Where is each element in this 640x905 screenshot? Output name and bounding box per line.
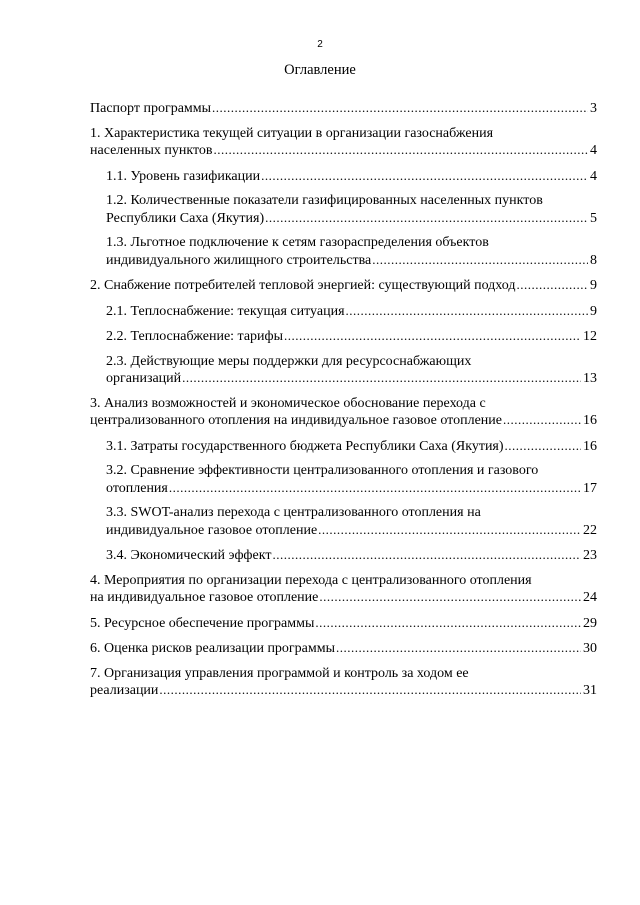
dot-leader	[319, 589, 581, 606]
toc-entry-title-line: 2.2. Теплоснабжение: тарифы	[106, 329, 284, 344]
toc-page-number: 8	[590, 252, 597, 268]
toc-entry[interactable]	[90, 354, 597, 388]
toc-page-number: 5	[590, 210, 597, 226]
toc-entry[interactable]	[90, 303, 597, 321]
toc-page-number: 16	[583, 413, 597, 428]
toc-entry-title-line: 2.1. Теплоснабжение: текущая ситуация	[106, 303, 345, 319]
toc-entry-title-line: 3. Анализ возможностей и экономическое обоснование перехода с	[90, 395, 486, 411]
toc-heading: Оглавление	[284, 62, 356, 78]
toc-entry[interactable]	[90, 438, 597, 456]
toc-entry[interactable]	[90, 547, 597, 565]
toc-page-number: 17	[583, 480, 597, 496]
toc-page-number: 22	[583, 522, 597, 538]
toc-entry-title-line: 2.3. Действующие меры поддержки для ресурсоснабжающих	[106, 353, 472, 369]
toc-entry-title-line: 3.1. Затраты государственного бюджета Республики Саха (Якутия)	[106, 438, 504, 454]
dot-leader	[261, 168, 588, 185]
toc-entry[interactable]	[90, 666, 597, 700]
toc-entry-title-line: 3.2. Сравнение эффективности централизованного отопления и газового	[106, 463, 539, 478]
dot-leader	[284, 328, 581, 345]
toc-entry[interactable]	[90, 505, 597, 539]
toc-entry[interactable]	[90, 463, 597, 497]
toc-entry-title-line: 3.4. Экономический эффект	[106, 548, 272, 563]
toc-page-number: 24	[583, 590, 597, 605]
toc-entry-title-line: реализации	[90, 683, 159, 698]
toc-entry[interactable]	[90, 277, 597, 295]
toc-entry-title-line: 5. Ресурсное обеспечение программы	[90, 615, 315, 631]
table-of-contents	[90, 100, 597, 708]
toc-entry[interactable]	[90, 615, 597, 633]
toc-entry-title-line: 1. Характеристика текущей ситуации в организации газоснабжения	[90, 125, 494, 141]
toc-page-number: 12	[583, 329, 597, 344]
toc-entry-title-line: централизованного отопления на индивидуальное газовое отопление	[90, 413, 503, 428]
toc-page-number: 9	[590, 303, 597, 319]
toc-entry-title-line: организаций	[106, 371, 182, 386]
toc-page-number: 16	[583, 438, 597, 454]
toc-entry-title-line: 1.2. Количественные показатели газифицированных населенных пунктов	[106, 193, 543, 208]
toc-entry-title-line: индивидуальное газовое отопление	[106, 522, 318, 538]
dot-leader	[336, 640, 581, 657]
toc-entry-title-line: Республики Саха (Якутия)	[106, 210, 265, 226]
toc-entry-title-line: индивидуального жилищного строительства	[106, 252, 372, 268]
toc-entry-title-line: 3.3. SWOT-анализ перехода с централизованного отопления на	[106, 505, 481, 520]
toc-entry[interactable]	[90, 168, 597, 186]
toc-entry[interactable]	[90, 235, 597, 269]
toc-page-number: 4	[590, 168, 597, 184]
toc-page-number: 13	[583, 371, 597, 386]
dot-leader	[517, 277, 589, 294]
toc-entry-title-line: на индивидуальное газовое отопление	[90, 590, 319, 605]
toc-entry-title-line: 6. Оценка рисков реализации программы	[90, 641, 336, 656]
toc-entry-title-line: отопления	[106, 480, 168, 496]
toc-entry[interactable]	[90, 573, 597, 607]
toc-entry[interactable]	[90, 396, 597, 430]
toc-entry-title-line: 1.1. Уровень газификации	[106, 168, 261, 184]
toc-page-number: 23	[583, 548, 597, 563]
toc-entry[interactable]	[90, 328, 597, 346]
toc-entry-title-line: 7. Организация управления программой и контроль за ходом ее	[90, 665, 469, 681]
toc-entry[interactable]	[90, 100, 597, 118]
dot-leader	[265, 210, 588, 227]
toc-entry[interactable]	[90, 193, 597, 227]
toc-entry-title-line: населенных пунктов	[90, 143, 213, 158]
dot-leader	[503, 412, 581, 429]
toc-page-number: 29	[583, 615, 597, 631]
dot-leader	[182, 370, 581, 387]
toc-entry-title-line: 2. Снабжение потребителей тепловой энергией: существующий подход	[90, 278, 516, 293]
toc-page-number: 31	[583, 683, 597, 698]
dot-leader	[315, 615, 581, 632]
dot-leader	[214, 142, 588, 159]
toc-entry-title-line: 1.3. Льготное подключение к сетям газораспределения объектов	[106, 235, 489, 250]
toc-entry[interactable]	[90, 126, 597, 160]
dot-leader	[212, 100, 588, 117]
dot-leader	[318, 522, 581, 539]
toc-page-number: 30	[583, 641, 597, 656]
toc-entry[interactable]	[90, 640, 597, 658]
toc-page-number: 9	[590, 278, 597, 293]
toc-entry-title-line: Паспорт программы	[90, 101, 212, 116]
toc-page-number: 3	[590, 101, 597, 116]
dot-leader	[272, 547, 581, 564]
toc-entry-title-line: 4. Мероприятия по организации перехода с централизованного отопления	[90, 572, 532, 588]
dot-leader	[505, 438, 581, 455]
dot-leader	[169, 480, 581, 497]
dot-leader	[159, 682, 581, 699]
dot-leader	[346, 303, 588, 320]
toc-page-number: 4	[590, 143, 597, 158]
page-number: 2	[317, 39, 323, 50]
dot-leader	[372, 252, 588, 269]
